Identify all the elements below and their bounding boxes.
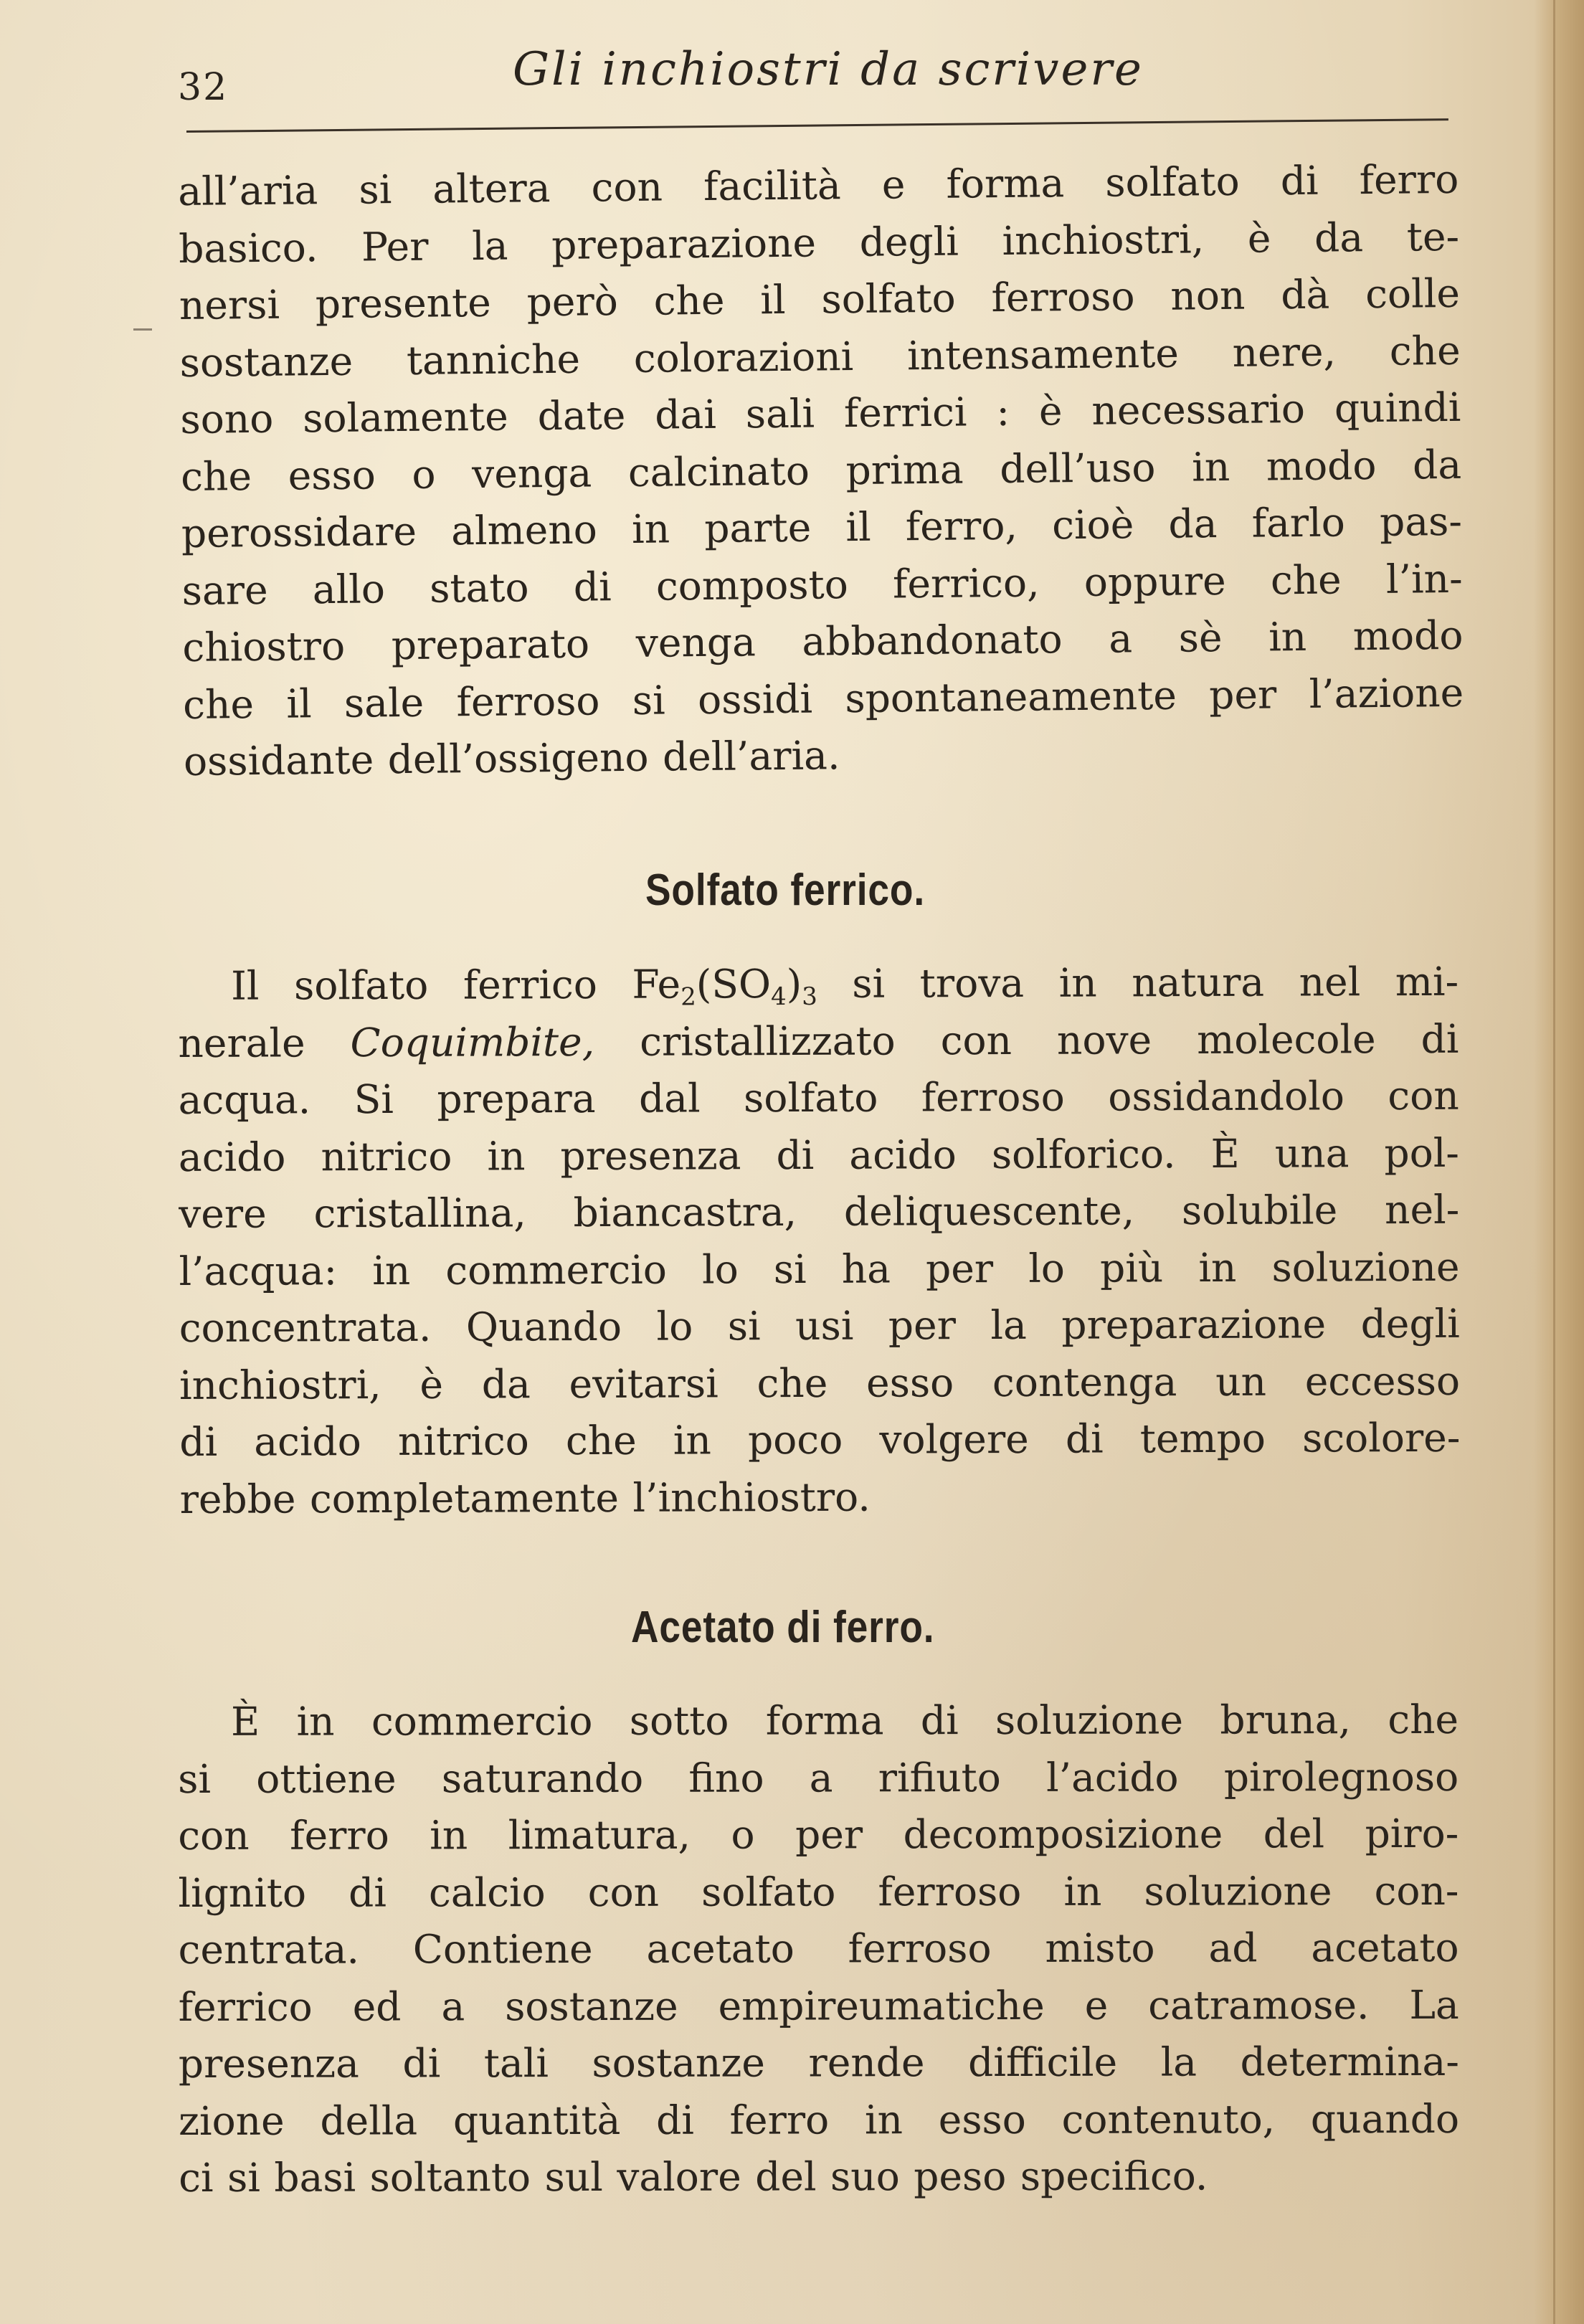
running-title: Gli inchiostri da scrivere [513,43,1144,96]
subscript: 2 [680,982,696,1012]
text-line: presenza di tali sostanze rende difficile la determina- [178,2038,1459,2087]
subscript: 3 [802,982,817,1011]
text-line: sono solamente date dai sali ferrici : è necessario quindi [180,384,1461,442]
margin-mark [133,328,152,331]
text-line: nersi presente però che il solfato ferroso non dà colle [179,270,1461,328]
text-line: all’aria si altera con facilità e forma solfato di ferro [178,156,1459,214]
text-line: zione della quantità di ferro in esso contenuto, quando [178,2095,1460,2144]
section-heading-solfato-ferrico: Solfato ferrico. [645,865,926,915]
paragraph-intro [178,151,1464,791]
mineral-name: Coquimbite, [350,1018,595,1066]
paragraph-solfato-ferrico [178,954,1461,1528]
text-line: rebbe completamente l’inchiostro. [179,1474,871,1522]
text-line: di acido nitrico che in poco volgere di tempo scolore- [179,1414,1461,1465]
text-fragment: cristallizzato con nove molecole di [594,1015,1459,1065]
text-line: vere cristallina, biancastra, deliquescente, solubile nel- [179,1186,1460,1237]
page-edge [1534,0,1584,2324]
text-line: centrata. Contiene acetato ferroso misto ad acetato [178,1924,1459,1973]
text-fragment: (SO [696,961,772,1007]
text-line: l’acqua: in commercio lo si ha per lo più in soluzione [179,1243,1460,1294]
paragraph-acetato-di-ferro [178,1692,1459,2207]
text-line: che il sale ferroso si ossidi spontaneamente per l’azione [182,669,1464,728]
text-line: perossidare almeno in parte il ferro, cioè da farlo pas- [181,498,1463,556]
text-fragment: ) [786,960,802,1007]
text-line: sare allo stato di composto ferrico, oppure che l’in- [181,555,1463,614]
page-edge-crease [1553,0,1555,2324]
text-line: basico. Per la preparazione degli inchiostri, è da te- [178,213,1460,272]
text-fragment: si trova in natura nel mi- [817,958,1459,1007]
text-line: concentrata. Quando lo si usi per la preparazione degli [179,1300,1460,1351]
text-line: inchiostri, è da evitarsi che esso contenga un eccesso [179,1357,1461,1408]
text-line: lignito di calcio con solfato ferroso in soluzione con- [178,1867,1459,1916]
text-line: sostanze tanniche colorazioni intensamente nere, che [179,327,1461,386]
text-line: ossidante dell’ossigeno dell’aria. [183,732,840,784]
text-line: chiostro preparato venga abbandonato a sè in modo [182,612,1464,670]
text-line-formula [178,954,1459,1015]
section-heading-acetato-di-ferro: Acetato di ferro. [631,1603,935,1652]
page-number: 32 [178,66,229,109]
header-rule [186,118,1448,133]
text-line: acqua. Si prepara dal solfato ferroso ossidandolo con [178,1072,1459,1123]
text-line: ci si basi soltanto sul valore del suo peso specifico. [179,2153,1208,2201]
subscript: 4 [771,982,787,1012]
text-line: che esso o venga calcinato prima dell’uso in modo da [180,441,1462,500]
text-line: È in commercio sotto forma di soluzione bruna, che [231,1696,1459,1745]
text-line: ferrico ed a sostanze empireumatiche e catramose. La [178,1981,1459,2030]
text-fragment: Il solfato ferrico Fe [231,961,681,1009]
text-line: acido nitrico in presenza di acido solforico. È una pol- [178,1129,1460,1180]
text-line: si ottiene saturando fino a rifiuto l’acido pirolegnoso [178,1753,1459,1802]
text-line: con ferro in limatura, o per decomposizione del piro- [178,1810,1459,1859]
text-line-mineral [178,1010,1459,1072]
text-fragment: nerale [178,1019,351,1066]
